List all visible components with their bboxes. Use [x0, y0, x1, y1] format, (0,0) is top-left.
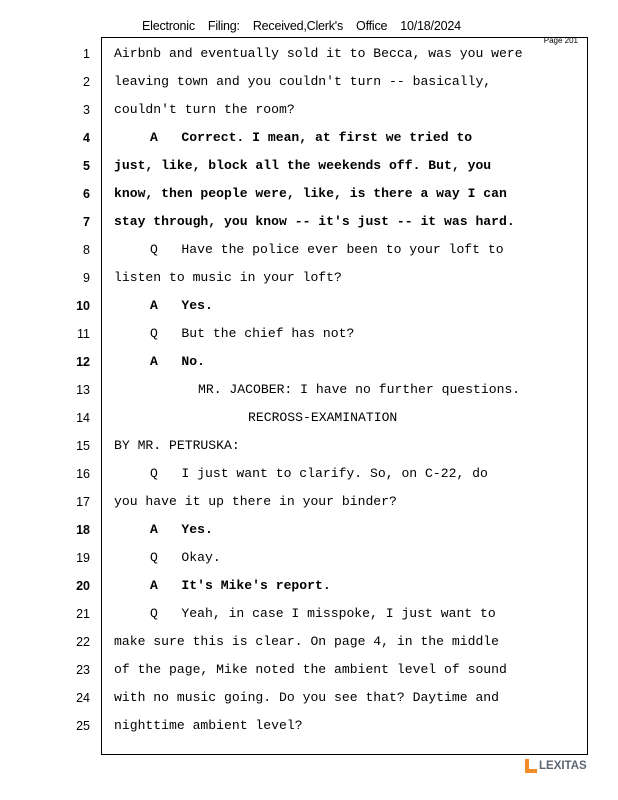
line-number: 17	[76, 495, 90, 509]
line-text: A No.	[150, 354, 206, 369]
line-number: 18	[76, 523, 90, 537]
stamp-part-1: Electronic	[142, 19, 195, 33]
line-text: Q Yeah, in case I misspoke, I just want to	[150, 606, 496, 621]
line-number: 13	[76, 383, 90, 397]
transcript-line	[0, 96, 618, 124]
transcript-line	[0, 180, 618, 208]
transcript-line	[0, 236, 618, 264]
line-number: 6	[83, 187, 90, 201]
transcript-line	[0, 320, 618, 348]
line-text: stay through, you know -- it's just -- it was hard.	[114, 214, 515, 229]
line-number: 20	[76, 579, 90, 593]
line-text: just, like, block all the weekends off. But, you	[114, 158, 492, 173]
line-number: 12	[76, 355, 90, 369]
line-text: you have it up there in your binder?	[114, 494, 397, 509]
line-number: 22	[76, 635, 90, 649]
line-text: A Correct. I mean, at first we tried to	[150, 130, 473, 145]
line-number: 8	[83, 243, 90, 257]
line-text: BY MR. PETRUSKA:	[114, 438, 240, 453]
transcript-line	[0, 656, 618, 684]
logo-text: LEXITAS	[539, 760, 587, 772]
line-number: 10	[76, 299, 90, 313]
page-number: Page 201	[543, 36, 578, 45]
line-text: A It's Mike's report.	[150, 578, 331, 593]
line-number: 23	[76, 663, 90, 677]
line-number: 25	[76, 719, 90, 733]
transcript-line	[0, 68, 618, 96]
transcript-line	[0, 432, 618, 460]
line-text: nighttime ambient level?	[114, 718, 303, 733]
line-number: 3	[83, 103, 90, 117]
line-text: Q I just want to clarify. So, on C-22, do	[150, 466, 488, 481]
transcript-line	[0, 404, 618, 432]
line-text: of the page, Mike noted the ambient level of sound	[114, 662, 507, 677]
line-number: 15	[76, 439, 90, 453]
line-text: A Yes.	[150, 522, 213, 537]
transcript-line	[0, 292, 618, 320]
line-number: 19	[76, 551, 90, 565]
transcript-line	[0, 712, 618, 740]
line-number: 11	[77, 327, 90, 341]
transcript-line	[0, 544, 618, 572]
filing-stamp	[142, 19, 474, 33]
transcript-line	[0, 376, 618, 404]
line-text: listen to music in your loft?	[114, 270, 342, 285]
line-text: know, then people were, like, is there a way I can	[114, 186, 507, 201]
transcript-line	[0, 516, 618, 544]
transcript-line	[0, 348, 618, 376]
line-number: 1	[83, 47, 90, 61]
line-number: 2	[83, 75, 90, 89]
stamp-part-4: Office	[356, 19, 388, 33]
line-number: 7	[83, 215, 90, 229]
line-number: 14	[76, 411, 90, 425]
transcript-line	[0, 572, 618, 600]
stamp-part-2: Filing:	[207, 19, 240, 33]
stamp-part-3: Received,Clerk's	[252, 19, 344, 33]
lexitas-mark-icon	[524, 758, 538, 774]
transcript-line	[0, 208, 618, 236]
line-text: Airbnb and eventually sold it to Becca, was you were	[114, 46, 523, 61]
transcript-line	[0, 628, 618, 656]
line-number: 16	[76, 467, 90, 481]
line-number: 5	[83, 159, 90, 173]
transcript-line	[0, 684, 618, 712]
transcript-line	[0, 460, 618, 488]
line-number: 4	[83, 131, 90, 145]
transcript-line	[0, 488, 618, 516]
transcript-line	[0, 40, 618, 68]
lexitas-logo	[524, 758, 587, 774]
stamp-date: 10/18/2024	[400, 19, 461, 33]
line-text: make sure this is clear. On page 4, in the middle	[114, 634, 500, 649]
transcript-line	[0, 152, 618, 180]
transcript-line	[0, 264, 618, 292]
line-text: Q Have the police ever been to your loft to	[150, 242, 504, 257]
line-text: leaving town and you couldn't turn -- basically,	[114, 74, 492, 89]
line-text: Q Okay.	[150, 550, 221, 565]
transcript-line	[0, 124, 618, 152]
line-text: with no music going. Do you see that? Daytime and	[114, 690, 500, 705]
transcript-line	[0, 600, 618, 628]
line-number: 24	[76, 691, 90, 705]
line-number: 21	[76, 607, 90, 621]
line-number: 9	[83, 271, 90, 285]
line-text: RECROSS-EXAMINATION	[248, 410, 398, 425]
line-text: MR. JACOBER: I have no further questions.	[198, 382, 521, 397]
line-text: A Yes.	[150, 298, 213, 313]
line-text: Q But the chief has not?	[150, 326, 355, 341]
line-text: couldn't turn the room?	[114, 102, 295, 117]
